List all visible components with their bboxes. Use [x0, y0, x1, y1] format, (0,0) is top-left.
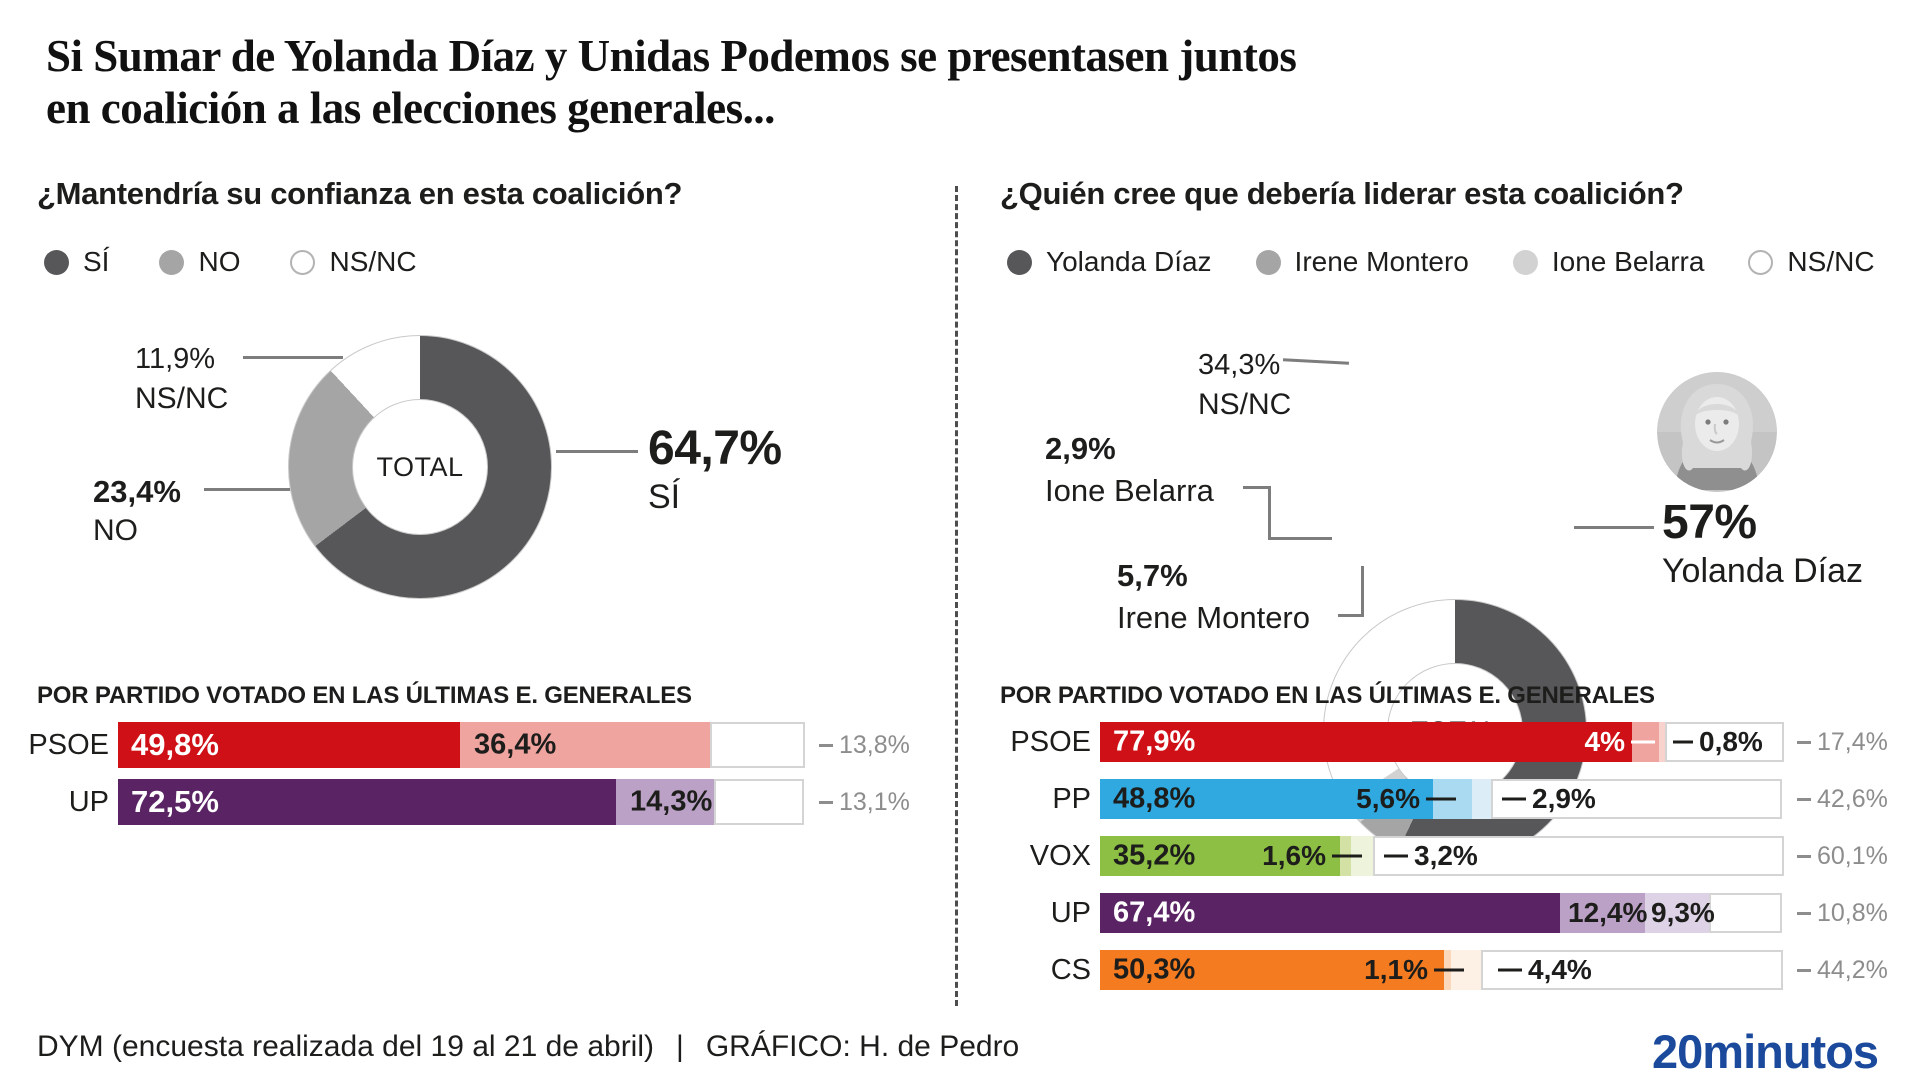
left-callout-no-line	[204, 488, 290, 491]
dash-icon	[819, 801, 833, 804]
page-title	[46, 30, 1606, 134]
legend-label: NS/NC	[329, 246, 417, 277]
right-bar-row-pp	[956, 779, 1888, 819]
legend-item-no	[159, 246, 240, 278]
bar-value: 9,3%	[1651, 897, 1715, 928]
dash-icon	[1434, 969, 1464, 972]
right-by-party-title: POR PARTIDO VOTADO EN LAS ÚLTIMAS E. GENERALES	[1000, 682, 1655, 709]
diaz-dot-icon	[1007, 250, 1032, 275]
callout-label: NS/NC	[1198, 388, 1292, 421]
right-callout-montero-line-v	[1361, 566, 1364, 617]
legend-item-nsnc	[290, 246, 416, 278]
bar-outside-label	[1797, 899, 1888, 928]
callout-value: 2,9%	[1045, 431, 1116, 466]
bar-segment-nsnc	[1481, 950, 1783, 990]
bar-value: 3,2%	[1414, 840, 1478, 871]
outside-value: 13,1%	[839, 787, 910, 816]
bar-value: 5,6%	[1356, 783, 1420, 814]
stacked-bar	[118, 779, 805, 825]
portrait-graphic	[1657, 372, 1777, 492]
bar-outside-label	[1797, 842, 1888, 871]
bar-value: 4%	[1584, 726, 1625, 757]
bar-value: 72,5%	[131, 784, 219, 819]
dash-icon	[1631, 741, 1655, 744]
legend-label: Irene Montero	[1294, 246, 1469, 277]
bar-outside-label	[1797, 785, 1888, 814]
dash-icon	[1797, 969, 1811, 972]
page-title-line2: en coalición a las elecciones generales...	[46, 83, 775, 133]
dash-icon	[1797, 741, 1811, 744]
callout-label: NS/NC	[135, 382, 229, 415]
dash-icon	[1797, 912, 1811, 915]
party-label: PSOE	[28, 728, 109, 761]
bar-value: 1,1%	[1364, 954, 1428, 985]
nsnc-dot-icon	[1748, 250, 1773, 275]
legend-label: SÍ	[83, 246, 110, 277]
dash-icon	[1502, 798, 1526, 801]
legend-label: NO	[198, 246, 241, 277]
left-callout-no	[93, 472, 181, 551]
nsnc-dot-icon	[290, 250, 315, 275]
no-dot-icon	[159, 250, 184, 275]
footer-separator: |	[676, 1030, 684, 1063]
left-callout-nsnc	[135, 340, 228, 419]
source-text: DYM (encuesta realizada del 19 al 21 de abril)	[37, 1030, 655, 1063]
callout-label: Yolanda Díaz	[1662, 552, 1864, 590]
bar-value: 49,8%	[131, 727, 219, 762]
panel-divider	[955, 186, 958, 1006]
outside-value: 44,2%	[1817, 955, 1888, 984]
callout-value: 11,9%	[135, 343, 216, 375]
bar-outside-label	[819, 731, 910, 760]
bar-value: 2,9%	[1532, 783, 1596, 814]
bar-value: 77,9%	[1113, 725, 1196, 758]
callout-value: 34,3%	[1198, 349, 1281, 381]
right-callout-belarra-line-v	[1268, 486, 1271, 540]
left-bar-row-up	[0, 779, 910, 825]
stacked-bar	[1100, 836, 1783, 876]
montero-dot-icon	[1256, 250, 1281, 275]
right-callout-belarra	[1045, 428, 1214, 512]
right-callout-diaz-line	[1574, 526, 1654, 529]
bar-value: 50,3%	[1113, 953, 1196, 986]
stacked-bar	[1100, 722, 1783, 762]
legend-item-si	[44, 246, 109, 278]
left-callout-si-line	[556, 450, 638, 453]
bar-value: 1,6%	[1262, 840, 1326, 871]
party-label: VOX	[1029, 839, 1091, 872]
bar-value: 12,4%	[1568, 897, 1648, 928]
dash-icon	[1384, 855, 1408, 858]
yolanda-diaz-photo	[1657, 372, 1777, 492]
right-callout-diaz	[1662, 498, 1863, 594]
legend-item-belarra	[1513, 246, 1705, 278]
dash-icon	[1797, 855, 1811, 858]
bar-segment-nsnc	[1709, 893, 1783, 933]
stacked-bar	[1100, 893, 1783, 933]
left-callout-nsnc-line	[243, 356, 343, 359]
legend-item-montero	[1256, 246, 1469, 278]
bar-value: 48,8%	[1113, 782, 1196, 815]
bar-value: 14,3%	[630, 785, 713, 818]
outside-value: 13,8%	[839, 730, 910, 759]
dash-icon	[819, 744, 833, 747]
callout-label: NO	[93, 514, 138, 547]
callout-label: Irene Montero	[1117, 600, 1310, 635]
bar-segment-nsnc	[710, 722, 805, 768]
bar-outside-label	[1797, 728, 1888, 757]
stacked-bar	[1100, 779, 1783, 819]
dash-icon	[1332, 855, 1362, 858]
right-bar-row-cs	[956, 950, 1888, 990]
footer	[37, 1030, 1019, 1064]
party-label: UP	[1050, 896, 1091, 929]
dash-icon	[1498, 969, 1522, 972]
left-question: ¿Mantendría su confianza en esta coalición?	[37, 176, 683, 211]
party-label: CS	[1050, 953, 1091, 986]
belarra-dot-icon	[1513, 250, 1538, 275]
credit-text: GRÁFICO: H. de Pedro	[705, 1030, 1020, 1063]
left-bar-row-psoe	[0, 722, 910, 768]
callout-label: Ione Belarra	[1045, 473, 1214, 508]
left-callout-si	[648, 424, 782, 520]
si-dot-icon	[44, 250, 69, 275]
dash-icon	[1797, 798, 1811, 801]
right-callout-nsnc	[1198, 346, 1291, 425]
callout-label: SÍ	[648, 478, 681, 516]
right-callout-montero	[1117, 555, 1310, 639]
bar-segment-nsnc	[714, 779, 804, 825]
page-title-line1: Si Sumar de Yolanda Díaz y Unidas Podemos se presentasen juntos	[46, 31, 1297, 81]
party-label: PP	[1052, 782, 1091, 815]
legend-label: Ione Belarra	[1551, 246, 1705, 277]
stacked-bar	[118, 722, 805, 768]
dash-icon	[1673, 741, 1693, 744]
bar-outside-label	[1797, 956, 1888, 985]
stacked-bar	[1100, 950, 1783, 990]
left-donut-center-label: TOTAL	[376, 451, 464, 482]
bar-value: 36,4%	[474, 728, 557, 761]
legend-item-nsnc	[1748, 246, 1874, 278]
legend-item-diaz	[1007, 246, 1212, 278]
dash-icon	[1426, 798, 1456, 801]
party-label: UP	[68, 785, 109, 818]
legend-label: NS/NC	[1787, 246, 1875, 277]
left-donut-chart	[288, 335, 552, 599]
right-callout-belarra-line-h2	[1268, 537, 1332, 540]
outside-value: 60,1%	[1817, 841, 1888, 870]
right-callout-belarra-line-h1	[1243, 486, 1271, 489]
bar-value: 35,2%	[1113, 839, 1196, 872]
outside-value: 42,6%	[1817, 784, 1888, 813]
bar-value: 67,4%	[1113, 896, 1196, 929]
party-label: PSOE	[1010, 725, 1091, 758]
bar-value: 0,8%	[1699, 726, 1763, 757]
right-bar-row-psoe	[956, 722, 1888, 762]
callout-value: 23,4%	[93, 474, 181, 509]
left-donut-hole	[352, 399, 488, 535]
callout-value: 5,7%	[1117, 558, 1188, 593]
outside-value: 10,8%	[1817, 898, 1888, 927]
right-bar-row-vox	[956, 836, 1888, 876]
legend-label: Yolanda Díaz	[1046, 246, 1212, 277]
right-question: ¿Quién cree que debería liderar esta coalición?	[1000, 176, 1684, 211]
callout-value: 64,7%	[648, 422, 782, 475]
right-legend	[1007, 246, 1875, 278]
bar-value: 4,4%	[1528, 954, 1592, 985]
right-callout-nsnc-line	[1283, 358, 1349, 364]
bar-segment-belarra	[1472, 779, 1492, 819]
left-legend	[44, 246, 417, 278]
callout-value: 57%	[1662, 496, 1757, 549]
outside-value: 17,4%	[1817, 727, 1888, 756]
left-by-party-title: POR PARTIDO VOTADO EN LAS ÚLTIMAS E. GENERALES	[37, 682, 692, 709]
right-bar-row-up	[956, 893, 1888, 933]
20minutos-logo: 20minutos	[1652, 1025, 1879, 1078]
bar-outside-label	[819, 788, 910, 817]
